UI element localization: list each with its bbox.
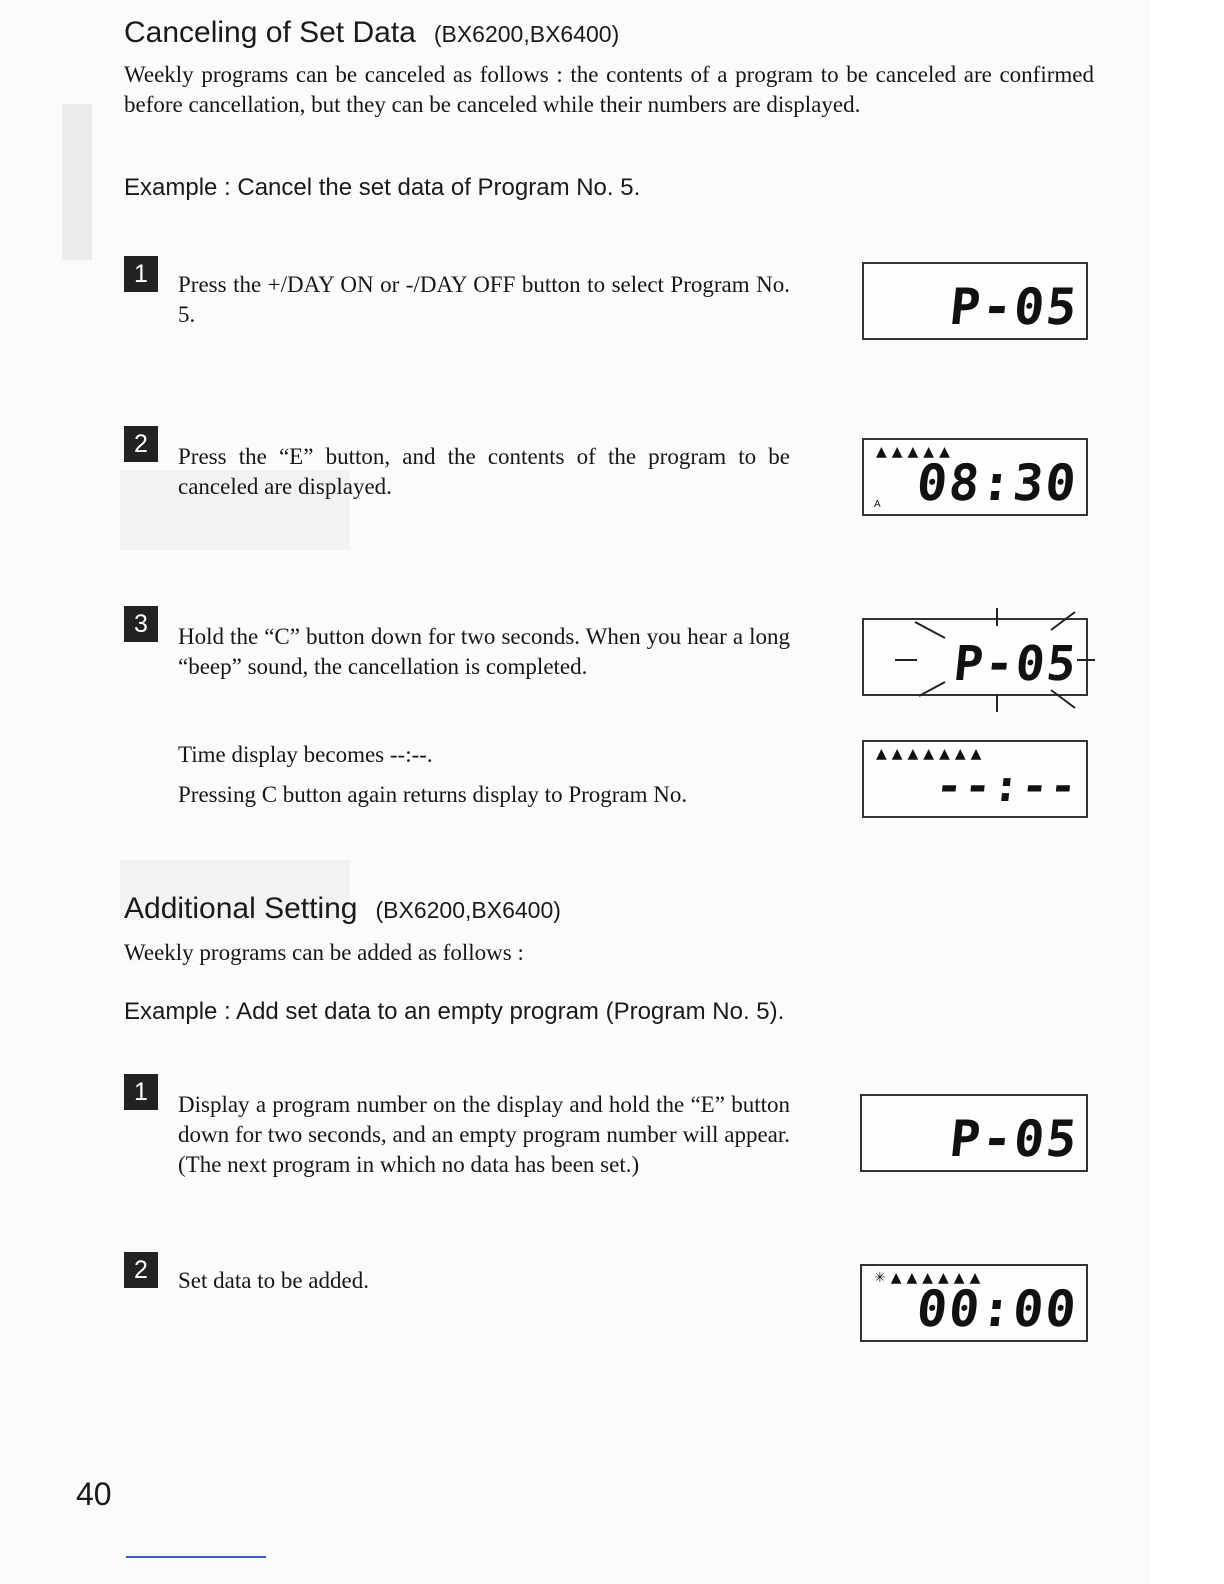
cancel-step-3-display-after [862,740,1088,818]
cancel-note-return: Pressing C button again returns display to Program No. [178,782,688,807]
lcd-readout: P-05 [946,278,1082,336]
cancel-step-1-number: 1 [124,256,158,292]
additional-models: (BX6200,BX6400) [375,897,561,923]
blink-rays-icon [845,600,1105,720]
adjacent-page-edge [1150,0,1224,1584]
cancel-step-1-display [862,262,1088,340]
cancel-step-2-display [862,438,1088,516]
additional-example: Example : Add set data to an empty program (Program No. 5). [124,998,785,1025]
cancel-intro: Weekly programs can be canceled as follows : the contents of a program to be canceled are confirmed before cancellation, but they can be canceled while their numbers are displayed. [124,62,1094,117]
lcd-readout: --:-- [932,761,1081,812]
cancel-step-2-text: Press the “E” button, and the contents of the program to be canceled are displayed. [178,444,790,499]
page-number: 40 [76,1476,112,1512]
cancel-models: (BX6200,BX6400) [433,21,620,47]
lcd-readout: P-05 [951,636,1081,692]
cancel-title-text: Canceling of Set Data [124,16,416,49]
additional-title-text: Additional Setting [124,892,358,925]
cancel-step-1-text: Press the +/DAY ON or -/DAY OFF button to select Program No. 5. [178,272,790,327]
cancel-section-title [124,16,619,50]
additional-step-1-number: 1 [124,1074,158,1110]
cancel-note-time-display: Time display becomes --:--. [178,742,433,767]
cancel-step-3-number: 3 [124,606,158,642]
additional-step-1-text: Display a program number on the display and hold the “E” button down for two seconds, and an empty program number will appear. (The next program in which no data has been set.) [178,1092,790,1177]
additional-step-2-text: Set data to be added. [178,1268,369,1293]
day-indicator-icon: ✳▲▲▲▲▲▲ [874,1270,986,1286]
additional-step-2-number: 2 [124,1252,158,1288]
footer-rule [126,1556,266,1558]
day-indicator-icon: ▲▲▲▲▲▲▲ [876,746,987,762]
lcd-readout: P-05 [946,1110,1082,1168]
cancel-step-2-number: 2 [124,426,158,462]
additional-intro: Weekly programs can be added as follows : [124,940,524,965]
cancel-example: Example : Cancel the set data of Program No. 5. [124,174,641,201]
lcd-indicator: A [874,499,881,510]
lcd-readout: 08:30 [914,454,1082,512]
additional-step-1-display [860,1094,1088,1172]
show-through-shadow [62,104,92,260]
cancel-step-3-text: Hold the “C” button down for two seconds. When you hear a long “beep” sound, the cancellation is completed. [178,624,790,679]
lcd-readout: 00:00 [914,1280,1082,1338]
additional-section-title [124,892,561,926]
day-indicator-icon: ▲▲▲▲▲ [876,444,955,460]
additional-step-2-display [860,1264,1088,1342]
